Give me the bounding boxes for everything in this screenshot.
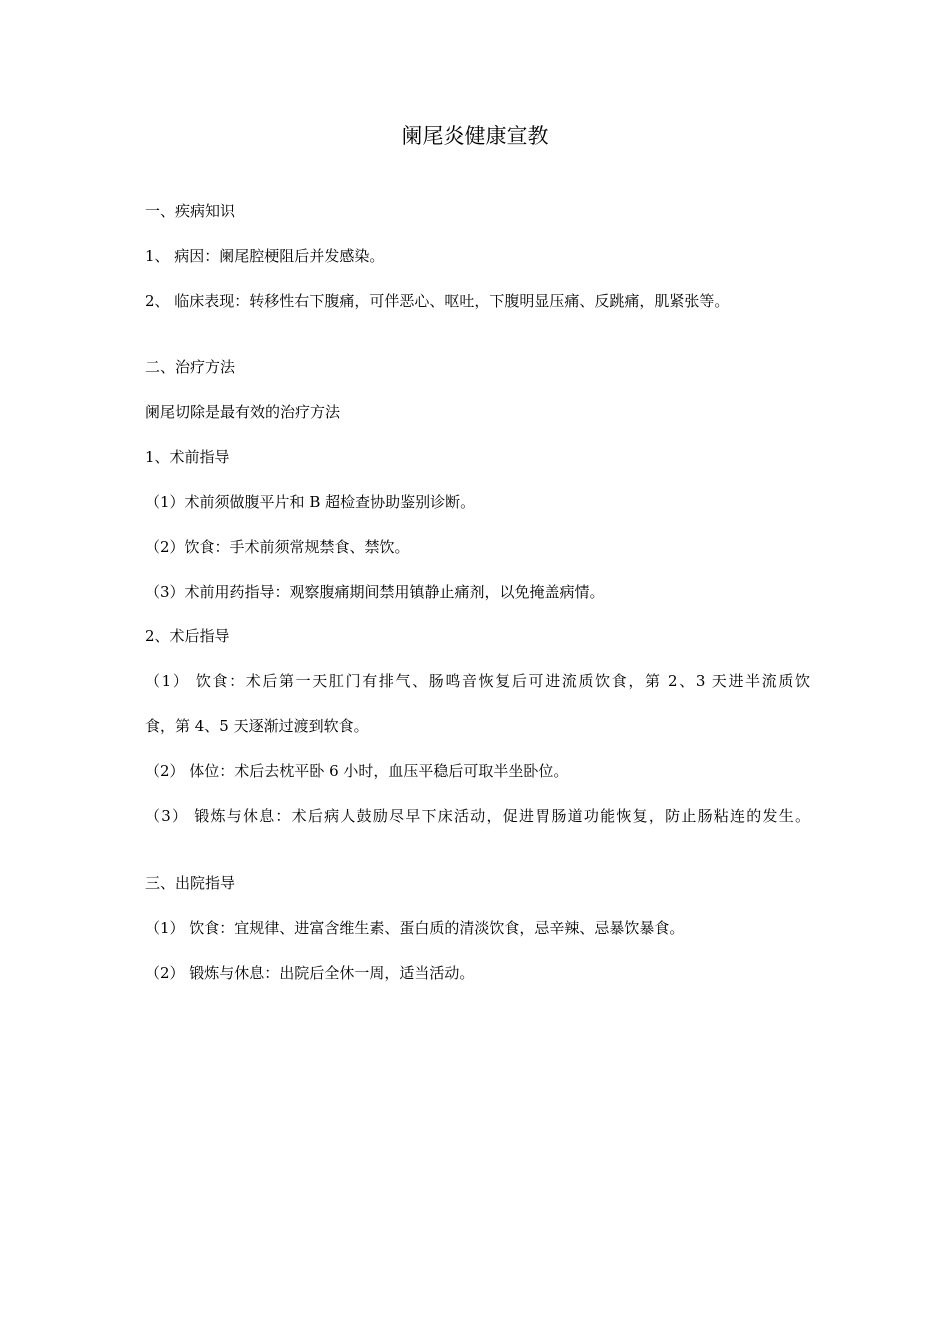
list-item-preop-diet: （2）饮食：手术前须常规禁食、禁饮。 xyxy=(145,538,410,556)
subheading-preoperative: 1、术前指导 xyxy=(145,448,230,466)
section-heading-discharge: 三、出院指导 xyxy=(145,874,236,892)
list-item-discharge-diet: （1） 饮食：宜规律、进富含维生素、蛋白质的清淡饮食，忌辛辣、忌暴饮暴食。 xyxy=(145,919,685,937)
document-title: 阑尾炎健康宣教 xyxy=(401,124,549,148)
list-item-preop-exam: （1）术前须做腹平片和 B 超检查协助鉴别诊断。 xyxy=(145,493,476,511)
section-heading-disease-knowledge: 一、疾病知识 xyxy=(145,202,236,220)
paragraph-clinical-manifestation: 2、 临床表现：转移性右下腹痛，可伴恶心、呕吐，下腹明显压痛、反跳痛，肌紧张等。 xyxy=(145,292,730,310)
list-item-postop-diet: （1） 饮食：术后第一天肛门有排气、肠鸣音恢复后可进流质饮食，第 2、3 天进半流质饮 xyxy=(145,672,810,690)
list-item-postop-exercise: （3） 锻炼与休息：术后病人鼓励尽早下床活动，促进胃肠道功能恢复，防止肠粘连的发生。 xyxy=(145,807,810,825)
paragraph-cause: 1、 病因：阑尾腔梗阻后并发感染。 xyxy=(145,247,385,265)
list-item-postop-diet-continued: 食，第 4、5 天逐渐过渡到软食。 xyxy=(145,717,369,735)
section-heading-treatment: 二、治疗方法 xyxy=(145,358,236,376)
subheading-postoperative: 2、术后指导 xyxy=(145,627,230,645)
list-item-postop-position: （2） 体位：术后去枕平卧 6 小时，血压平稳后可取半坐卧位。 xyxy=(145,762,569,780)
list-item-preop-medication: （3）术前用药指导：观察腹痛期间禁用镇静止痛剂，以免掩盖病情。 xyxy=(145,583,605,601)
list-item-discharge-rest: （2） 锻炼与休息：出院后全休一周，适当活动。 xyxy=(145,964,475,982)
paragraph-treatment-intro: 阑尾切除是最有效的治疗方法 xyxy=(145,403,341,421)
